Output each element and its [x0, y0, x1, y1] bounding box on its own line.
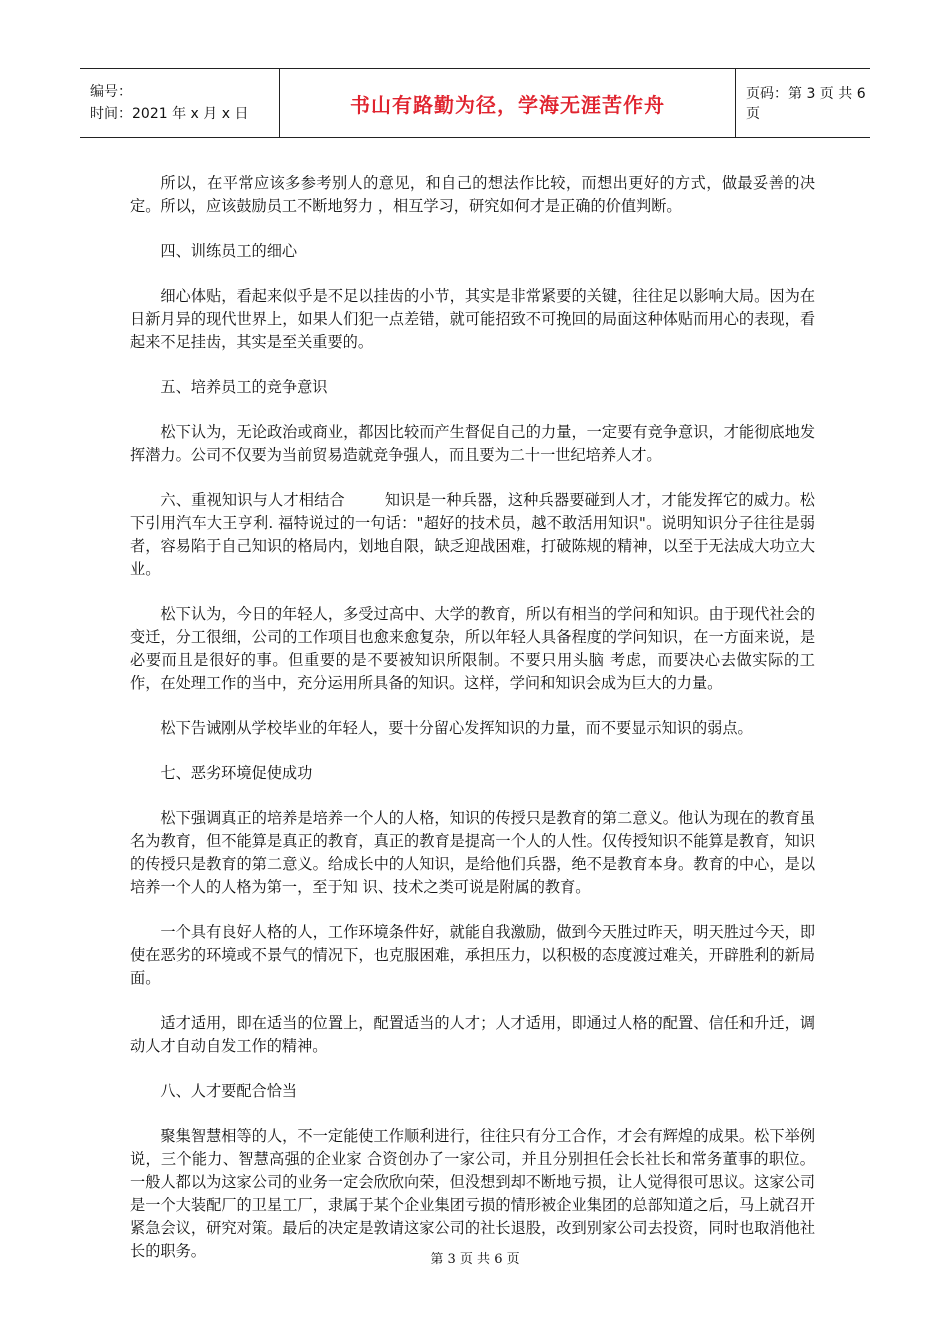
paragraph: 松下告诫刚从学校毕业的年轻人，要十分留心发挥知识的力量，而不要显示知识的弱点。: [160, 719, 753, 737]
section-heading: 七、恶劣环境促使成功: [160, 764, 313, 782]
page-footer: 第 3 页 共 6 页: [430, 1252, 520, 1267]
paragraph: 松下认为，今日的年轻人，多受过高中、大学的教育，所以有相当的学问和知识。由于现代社会的变迁，分工很细，公司的工作项目也愈来愈复杂，所以年轻人具备程度的学问知识，在一方面来说，是必要而且是很好的事。但重要的是不要被知识所限制。不要只用头脑 考虑，而要决心去做实际的工作，在处理工作的当中，充分运用所具备的知识。这样，学问和知识会成为巨大的力量。: [130, 605, 815, 692]
paragraph: 聚集智慧相等的人，不一定能使工作顺利进行，往往只有分工合作，才会有辉煌的成果。松下举例说，三个能力、智慧高强的企业家 合资创办了一家公司，并且分别担任会长社长和常务董事的职位。一般人都以为这家公司的业务一定会欣欣向荣，但没想到却不断地亏损，让人觉得很可思议。这家公司是一个大装配厂的卫星工厂，隶属于某个企业集团亏损的情形被企业集团的总部知道之后，马上就召开紧急会议，研究对策。最后的决定是敦请这家公司的社长退股，改到别家公司去投资，同时也取消他社长的职务。: [130, 1127, 815, 1260]
section-heading: 八、人才要配合恰当: [160, 1082, 298, 1100]
header-page-info: 页码：第 3 页 共 6 页: [746, 86, 866, 122]
paragraph: 一个具有良好人格的人，工作环境条件好，就能自我激励，做到今天胜过昨天，明天胜过今天，即使在恶劣的环境或不景气的情况下，也克服困难，承担压力，以积极的态度渡过难关，开辟胜利的新局面。: [130, 923, 815, 987]
document-body: [130, 172, 815, 1285]
paragraph: 松下认为，无论政治或商业，都因比较而产生督促自己的力量，一定要有竞争意识，才能彻底地发挥潜力。公司不仅要为当前贸易造就竞争强人，而且要为二十一世纪培养人才。: [130, 423, 815, 464]
paragraph: 适才适用，即在适当的位置上，配置适当的人才；人才适用，即通过人格的配置、信任和升迁，调动人才自动自发工作的精神。: [130, 1014, 815, 1055]
page-header: [80, 68, 870, 138]
header-motto: 书山有路勤为径，学海无涯苦作舟: [280, 69, 736, 137]
paragraph: 细心体贴，看起来似乎是不足以挂齿的小节，其实是非常紧要的关键，往往足以影响大局。因为在日新月异的现代世界上，如果人们犯一点差错，就可能招致不可挽回的局面这种体贴而用心的表现，看起来不足挂齿，其实是至关重要的。: [130, 287, 815, 351]
section-heading: 四、训练员工的细心: [160, 242, 298, 260]
paragraph: 所以，在平常应该多参考别人的意见，和自己的想法作比较，而想出更好的方式，做最妥善的决定。所以，应该鼓励员工不断地努力 ，相互学习，研究如何才是正确的价值判断。: [130, 174, 815, 215]
number-label: 编号：: [90, 84, 132, 100]
date-line: 时间：2021 年 x 月 x 日: [90, 106, 249, 122]
paragraph: 松下强调真正的培养是培养一个人的人格，知识的传授只是教育的第二意义。他认为现在的教育虽名为教育，但不能算是真正的教育，真正的教育是提高一个人的人性。仅传授知识不能算是教育，知识的传授只是教育的第二意义。给成长中的人知识，是给他们兵器，绝不是教育本身。教育的中心，是以培养一个人的人格为第一，至于知 识、技术之类可说是附属的教育。: [130, 809, 815, 896]
header-meta: [80, 69, 280, 137]
section-heading: 五、培养员工的竞争意识: [160, 378, 328, 396]
paragraph: 六、重视知识与人才相结合 知识是一种兵器，这种兵器要碰到人才，才能发挥它的威力。松下引用汽车大王亨利. 福特说过的一句话："超好的技术员，越不敢活用知识"。说明知识分子往往是弱者，容易陷于自己知识的格局内，划地自限，缺乏迎战困难，打破陈规的精神，以至于无法成大功立大业。: [130, 491, 815, 578]
